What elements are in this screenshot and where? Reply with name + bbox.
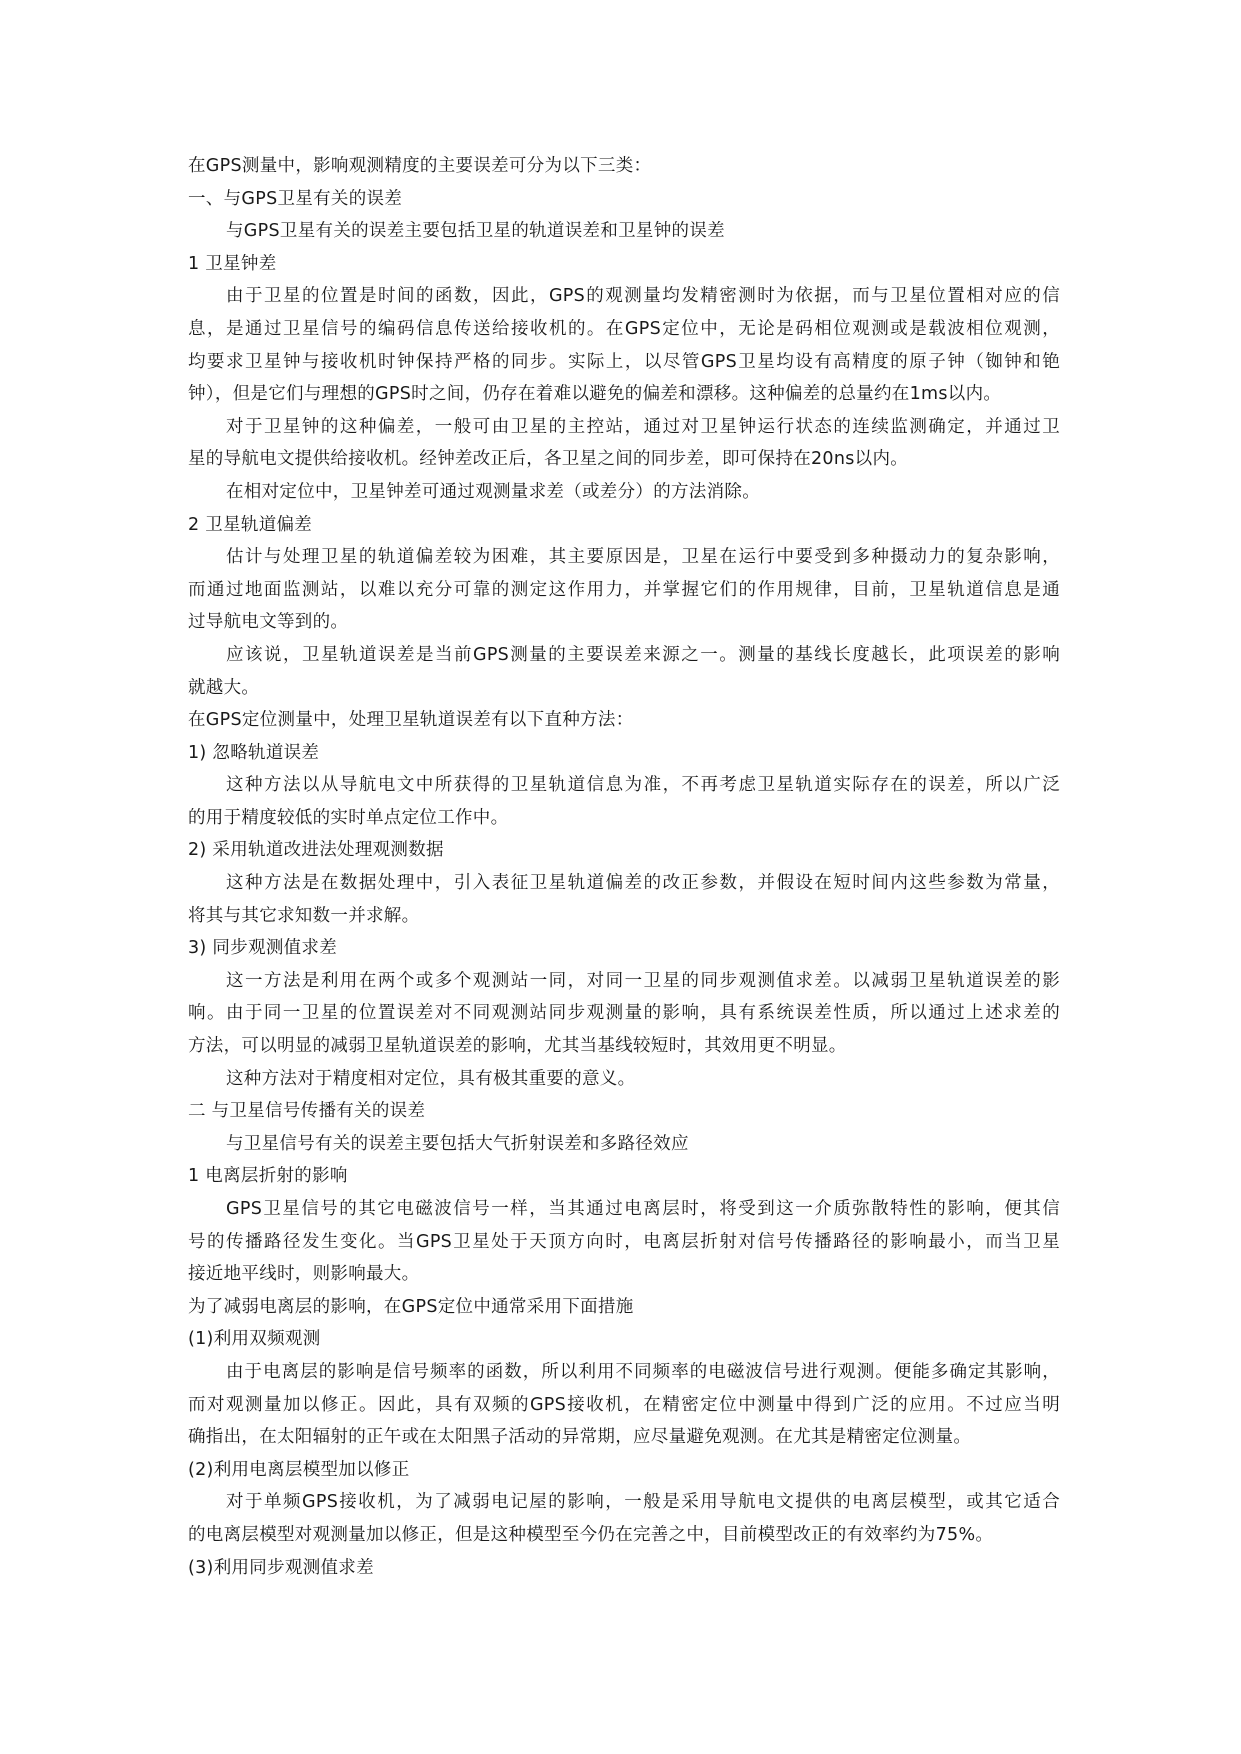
text-line: 在GPS测量中，影响观测精度的主要误差可分为以下三类： — [188, 156, 652, 176]
text-line: 息，是通过卫星信号的编码信息传送给接收机的。在GPS定位中，无论是码相位观测或是载波相位观测， — [188, 318, 1060, 339]
text-line: 这种方法对于精度相对定位，具有极其重要的意义。 — [226, 1068, 636, 1089]
text-line: 为了减弱电离层的影响，在GPS定位中通常采用下面措施 — [188, 1296, 634, 1317]
text-line: 这种方法以从导航电文中所获得的卫星轨道信息为准，不再考虑卫星轨道实际存在的误差，所以广泛 — [226, 775, 1060, 796]
text-line: 接近地平线时，则影响最大。 — [188, 1264, 420, 1285]
text-line: 响。由于同一卫星的位置误差对不同观测站同步观测量的影响，具有系统误差性质，所以通过上述求差的 — [188, 1003, 1060, 1024]
text-line: 2 卫星轨道偏差 — [188, 514, 313, 535]
text-line: 对于卫星钟的这种偏差，一般可由卫星的主控站，通过对卫星钟运行状态的连续监测确定，并通过卫 — [226, 416, 1060, 437]
text-line: 2) 采用轨道改进法处理观测数据 — [188, 840, 444, 861]
text-line: 这种方法是在数据处理中，引入表征卫星轨道偏差的改正参数，并假设在短时间内这些参数为常量， — [226, 873, 1060, 894]
document-body — [188, 150, 1060, 1584]
text-line: 估计与处理卫星的轨道偏差较为困难，其主要原因是，卫星在运行中要受到多种摄动力的复杂影响， — [226, 547, 1060, 568]
text-line: 1 电离层折射的影响 — [188, 1166, 348, 1187]
text-line: 方法，可以明显的减弱卫星轨道误差的影响，尤其当基线较短时，其效用更不明显。 — [188, 1036, 847, 1057]
text-line: 由于卫星的位置是时间的函数，因此，GPS的观测量均发精密测时为依据，而与卫星位置相对应的信 — [226, 286, 1060, 307]
text-line: 1 卫星钟差 — [188, 253, 277, 274]
text-line: 3) 同步观测值求差 — [188, 938, 338, 959]
text-line: 而对观测量加以修正。因此，具有双频的GPS接收机，在精密定位中测量中得到广泛的应用。不过应当明 — [188, 1394, 1060, 1415]
text-line: 均要求卫星钟与接收机时钟保持严格的同步。实际上，以尽管GPS卫星均设有高精度的原子钟（铷钟和铯 — [188, 351, 1060, 372]
text-line: 星的导航电文提供给接收机。经钟差改正后，各卫星之间的同步差，即可保持在20ns以内。 — [188, 449, 909, 470]
text-line: (3)利用同步观测值求差 — [188, 1557, 374, 1578]
text-line: (2)利用电离层模型加以修正 — [188, 1459, 410, 1480]
text-line: 由于电离层的影响是信号频率的函数，所以利用不同频率的电磁波信号进行观测。便能多确定其影响， — [226, 1361, 1060, 1382]
text-line: 二 与卫星信号传播有关的误差 — [188, 1101, 426, 1122]
text-line: 与卫星信号有关的误差主要包括大气折射误差和多路径效应 — [226, 1133, 689, 1154]
text-line: 这一方法是利用在两个或多个观测站一同，对同一卫星的同步观测值求差。以减弱卫星轨道误差的影 — [226, 970, 1060, 991]
text-line: 确指出，在太阳辐射的正午或在太阳黑子活动的异常期，应尽量避免观测。在尤其是精密定位测量。 — [188, 1427, 972, 1448]
text-line: 将其与其它求知数一并求解。 — [188, 905, 420, 926]
text-line: 过导航电文等到的。 — [188, 612, 349, 633]
text-line: 而通过地面监测站，以难以充分可靠的测定这作用力，并掌握它们的作用规律，目前，卫星轨道信息是通 — [188, 579, 1060, 600]
text-line: 的电离层模型对观测量加以修正，但是这种模型至今仍在完善之中，目前模型改正的有效率约为75%。 — [188, 1524, 994, 1545]
text-line: 钟），但是它们与理想的GPS时之间，仍存在着难以避免的偏差和漂移。这种偏差的总量约在1ms以内。 — [188, 384, 1002, 405]
text-line: 号的传播路径发生变化。当GPS卫星处于天顶方向时，电离层折射对信号传播路径的影响最小，而当卫星 — [188, 1231, 1060, 1252]
text-line: 的用于精度较低的实时单点定位工作中。 — [188, 807, 509, 828]
text-line: 应该说，卫星轨道误差是当前GPS测量的主要误差来源之一。测量的基线长度越长，此项误差的影响 — [226, 644, 1060, 665]
text-line: GPS卫星信号的其它电磁波信号一样，当其通过电离层时，将受到这一介质弥散特性的影响，便其信 — [226, 1199, 1060, 1219]
text-line: 在GPS定位测量中，处理卫星轨道误差有以下直种方法： — [188, 710, 634, 731]
text-line: 与GPS卫星有关的误差主要包括卫星的轨道误差和卫星钟的误差 — [226, 221, 725, 242]
text-line: 在相对定位中，卫星钟差可通过观测量求差（或差分）的方法消除。 — [226, 481, 760, 502]
text-line: 一、与GPS卫星有关的误差 — [188, 188, 403, 209]
text-line: 就越大。 — [188, 677, 260, 698]
text-line: 对于单频GPS接收机，为了减弱电记屋的影响，一般是采用导航电文提供的电离层模型，或其它适合 — [226, 1492, 1060, 1513]
text-line: (1)利用双频观测 — [188, 1329, 321, 1350]
text-line: 1) 忽略轨道误差 — [188, 742, 320, 763]
